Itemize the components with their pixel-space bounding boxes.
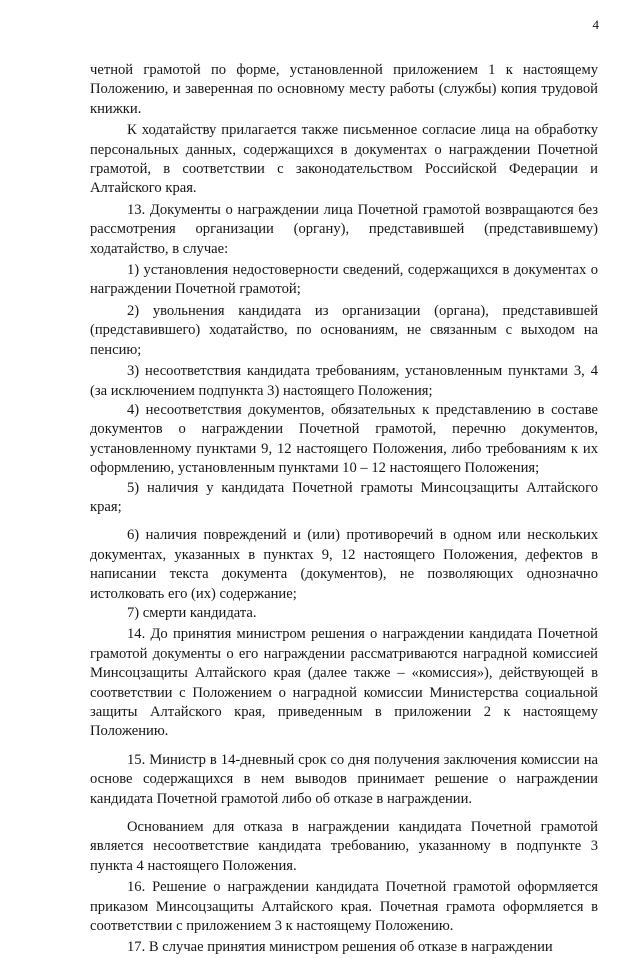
subitem-13-4: 4) несоответствия документов, обязательных к представлению в составе документов о награждении Почетной грамотой, перечню документов, установленному пунктами 9, 12 настоящего Положения, либо требованиям к их оформлению, установленным пунктами 10 – 12 настоящего Положения; (90, 401, 598, 477)
document-body (90, 61, 598, 958)
paragraph-item-13: 13. Документы о награждении лица Почетной грамотой возвращаются без рассмотрения организации (органу), представившей (представившему) ходатайство, в случае: (90, 201, 598, 257)
subitem-13-5: 5) наличия у кандидата Почетной грамоты Минсоцзащиты Алтайского края; (90, 479, 598, 515)
paragraph-refusal-basis: Основанием для отказа в награждении кандидата Почетной грамотой является несоответствие кандидата требованию, указанному в подпункте 3 пункта 4 настоящего Положения. (90, 819, 598, 874)
subitem-13-3: 3) несоответствия кандидата требованиям, установленным пунктами 3, 4 (за исключением подпункта 3) настоящего Положения; (90, 363, 598, 399)
paragraph-continuation: четной грамотой по форме, установленной приложением 1 к настоящему Положению, и заверенная по основному месту работы (службы) копия трудовой книжки. (90, 62, 598, 117)
paragraph-item-15: 15. Министр в 14-дневный срок со дня получения заключения комиссии на основе содержащихся в нем выводов принимает решение о награждении кандидата Почетной грамотой либо об отказе в награждении. (90, 751, 598, 807)
paragraph-item-16: 16. Решение о награждении кандидата Почетной грамотой оформляется приказом Минсоцзащиты Алтайского края. Почетная грамота оформляется в соответствии с приложением 3 к настоящему Положению. (90, 879, 598, 935)
subitem-13-2: 2) увольнения кандидата из организации (органа), представившей (представившего) ходатайство, по основаниям, не связанным с выходом на пенсию; (90, 302, 598, 358)
subitem-13-6: 6) наличия повреждений и (или) противоречий в одном или нескольких документах, указанных в пунктах 9, 12 настоящего Положения, дефектов в написании текста документа (документов), не позволяющих однозначно истолковать его (их) содержание; (90, 527, 598, 602)
paragraph-consent: К ходатайству прилагается также письменное согласие лица на обработку персональных данных, содержащихся в документах о награждении Почетной грамотой, в соответствии с законодательством Российской Федерации и Алтайского края. (90, 122, 598, 197)
subitem-13-1: 1) установления недостоверности сведений, содержащихся в документах о награждении Почетной грамотой; (90, 262, 598, 298)
paragraph-item-17: 17. В случае принятия министром решения об отказе в награждении (127, 939, 553, 956)
paragraph-item-14: 14. До принятия министром решения о награждении кандидата Почетной грамотой документы о его награждении рассматриваются наградной комиссией Минсоцзащиты Алтайского края (далее также – «комиссия»), действующей в соответствии с Положением о наградной комиссии Министерства социальной защиты Алтайского края, приведенным в приложении 2 к настоящему Положению. (90, 626, 598, 740)
subitem-13-7: 7) смерти кандидата. (127, 604, 257, 621)
page-number: 4 (592, 17, 599, 32)
